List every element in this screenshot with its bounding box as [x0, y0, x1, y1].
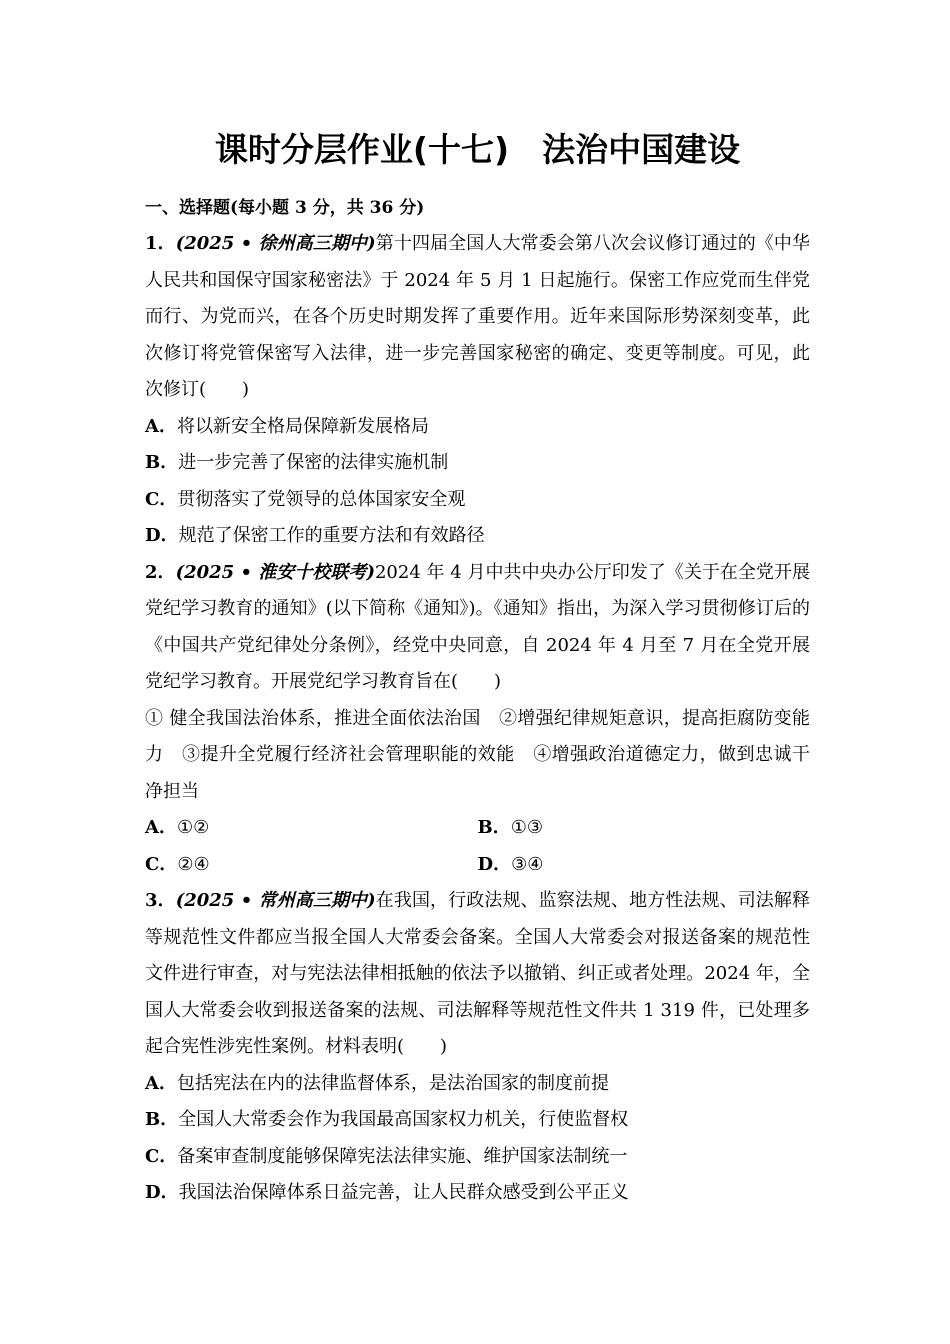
option-text: 规范了保密工作的重要方法和有效路径 — [178, 525, 485, 546]
question-2 — [145, 555, 810, 884]
option-row — [145, 847, 810, 884]
option-row — [145, 810, 810, 847]
question-text: 第十四届全国人大常委会第八次会议修订通过的《中华人民共和国保守国家秘密法》于 2024 年 5 月 1 日起施行。保密工作应党而生伴党而行、为党而兴，在各个历史时期发挥了重要作用。近年来国际形势深刻变革，此次修订将党管保密写入法律，进一步完善国家秘密的确定、变更等制度。可见，此次修订( ) — [145, 233, 810, 400]
question-1 — [145, 226, 810, 555]
option-text: 进一步完善了保密的法律实施机制 — [178, 452, 449, 473]
document-page — [145, 120, 810, 1212]
question-items: ① 健全我国法治体系，推进全面依法治国 ②增强纪律规矩意识，提高拒腐防变能力 ③提升全党履行经济社会管理职能的效能 ④增强政治道德定力，做到忠诚干净担当 — [145, 707, 810, 802]
option-text: 备案审查制度能够保障宪法法律实施、维护国家法制统一 — [177, 1145, 628, 1167]
question-number: 2． — [145, 561, 176, 583]
option-d — [145, 518, 810, 555]
option-b — [478, 810, 811, 847]
question-text: 在我国，行政法规、监察法规、地方性法规、司法解释等规范性文件都应当报全国人大常委会备案。全国人大常委会对报送备案的规范性文件进行审查，对与宪法法律相抵触的依法予以撤销、纠正或者处理。2024 年，全国人大常委会收到报送备案的法规、司法解释等规范性文件共 1 319 件，已处理多起合宪性涉宪性案例。材料表明( ) — [145, 890, 810, 1057]
option-c — [145, 1139, 810, 1176]
option-label: A． — [145, 1072, 177, 1094]
question-source: (2025 • 徐州高三期中) — [175, 233, 376, 254]
question-text: 2024 年 4 月中共中央办公厅印发了《关于在全党开展党纪学习教育的通知》(以下简称《通知》)。《通知》指出，为深入学习贯彻修订后的《中国共产党纪律处分条例》，经党中央同意，自 2024 年 4 月至 7 月在全党开展党纪学习教育。开展党纪学习教育旨在( ) — [145, 561, 810, 692]
section-heading: 一、选择题(每小题 3 分，共 36 分) — [145, 198, 425, 218]
option-text: 全国人大常委会作为我国最高国家权力机关，行使监督权 — [178, 1109, 629, 1130]
option-label: B． — [477, 817, 511, 838]
option-label: D． — [145, 1182, 179, 1203]
option-label: C． — [145, 488, 178, 510]
option-label: B． — [145, 452, 179, 473]
option-text: 将以新安全格局保障新发展格局 — [176, 415, 429, 437]
option-label: D． — [145, 525, 179, 546]
option-c — [145, 847, 478, 884]
option-label: A． — [145, 817, 177, 838]
option-text: ①② — [176, 817, 210, 838]
option-text: ③④ — [511, 853, 544, 875]
option-text: 我国法治保障体系日益完善，让人民群众感受到公平正义 — [178, 1182, 629, 1203]
question-stem — [145, 883, 810, 1066]
option-text: ①③ — [510, 817, 543, 838]
page-title: 课时分层作业(十七) 法治中国建设 — [214, 130, 741, 169]
option-text: ②④ — [177, 853, 210, 875]
question-source: (2025 • 常州高三期中) — [175, 890, 376, 911]
question-number: 3． — [145, 890, 176, 911]
option-label: C． — [145, 853, 178, 875]
question-stem — [145, 555, 810, 701]
option-text: 贯彻落实了党领导的总体国家安全观 — [177, 488, 466, 510]
question-number: 1． — [145, 233, 176, 254]
question-3 — [145, 883, 810, 1212]
question-stem — [145, 226, 810, 409]
option-b — [145, 445, 810, 482]
question-source: (2025 • 淮安十校联考) — [175, 561, 375, 583]
option-label: C． — [145, 1145, 178, 1167]
option-text: 包括宪法在内的法律监督体系，是法治国家的制度前提 — [176, 1072, 609, 1094]
option-d — [145, 1175, 810, 1212]
option-a — [145, 810, 478, 847]
option-b — [145, 1102, 810, 1139]
option-label: B． — [145, 1109, 179, 1130]
option-a — [145, 1066, 810, 1103]
option-d — [478, 847, 811, 884]
option-label: A． — [145, 415, 177, 437]
option-a — [145, 409, 810, 446]
option-c — [145, 482, 810, 519]
option-label: D． — [477, 853, 512, 875]
